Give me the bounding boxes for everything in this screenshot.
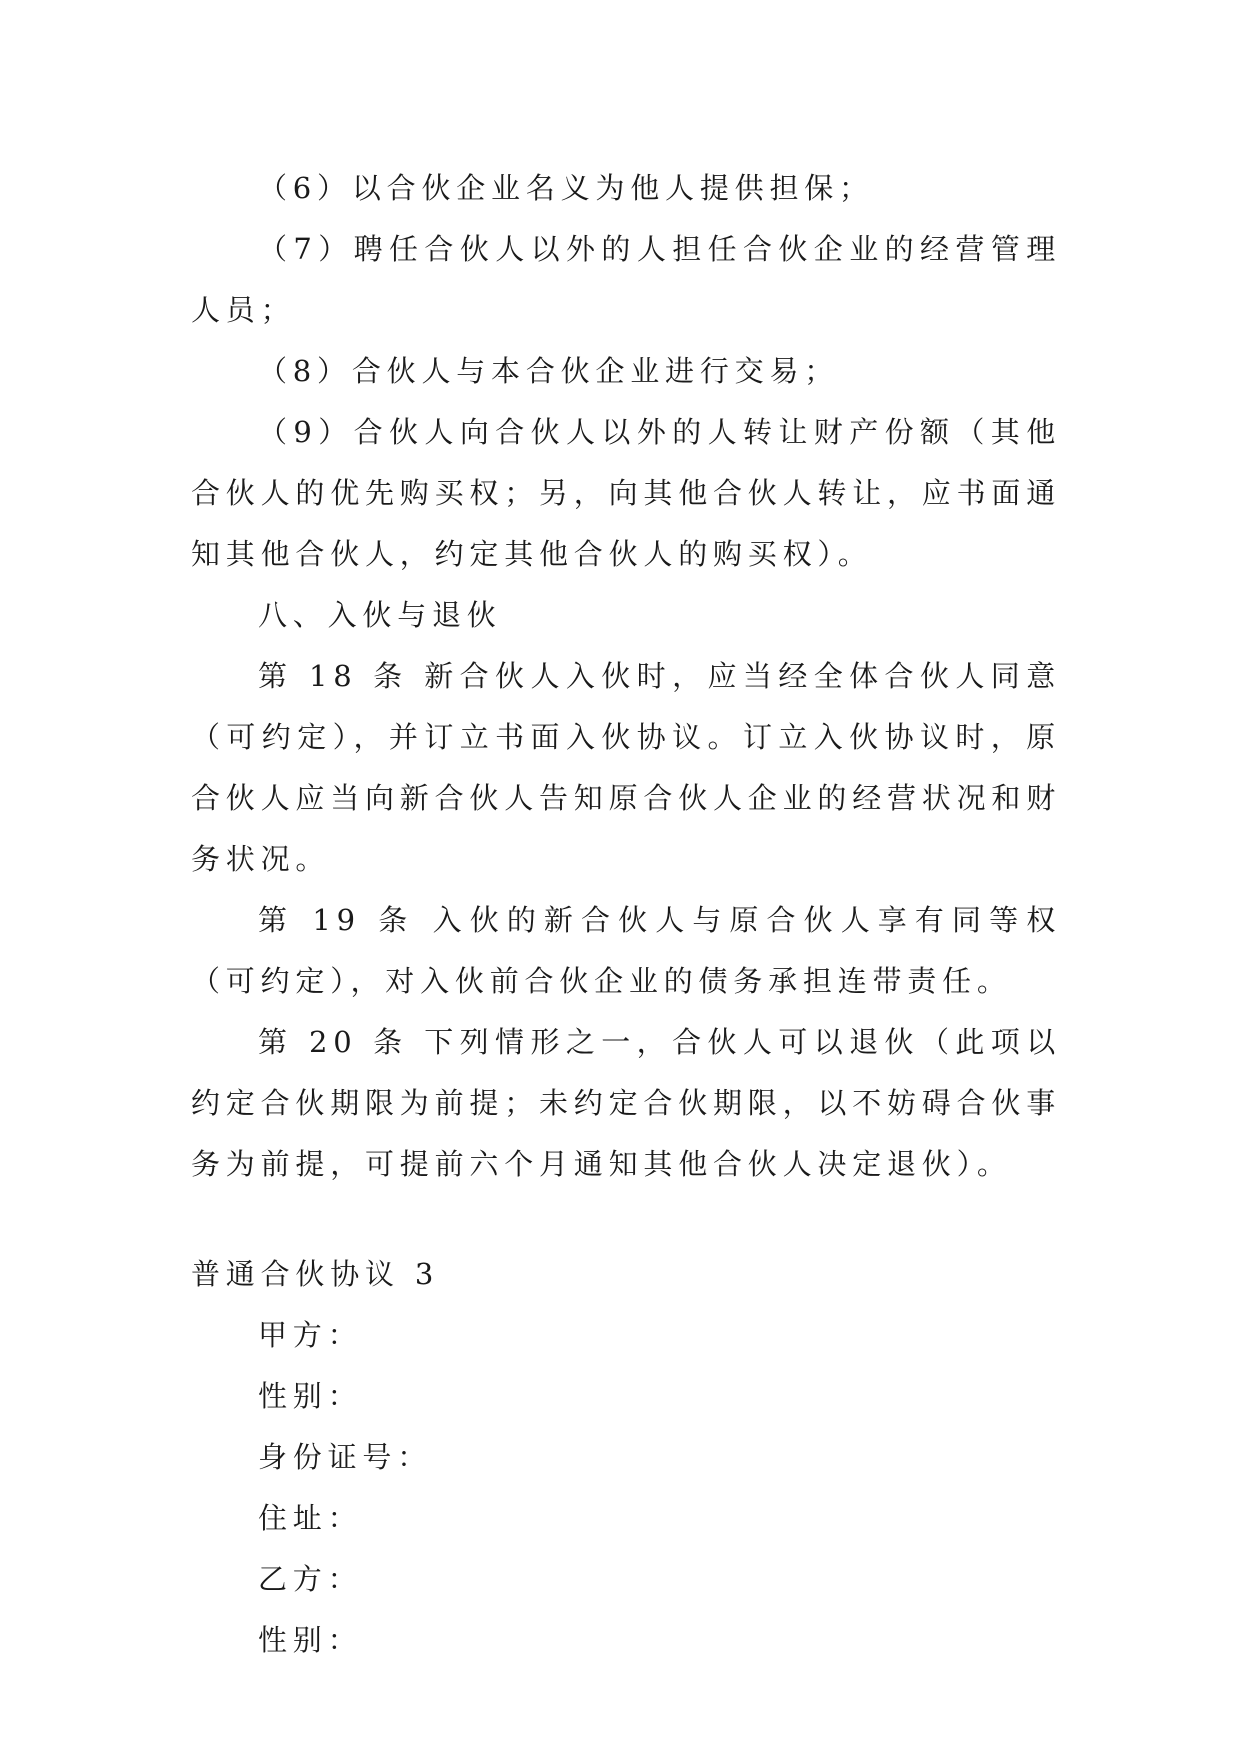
field-gender-a: 性别： [258, 1379, 363, 1413]
article-19: 第 19 条 入伙的新合伙人与原合伙人享有同等权（可约定），对入伙前合伙企业的债务承担连带责任。 [191, 903, 1061, 998]
article-20: 第 20 条 下列情形之一，合伙人可以退伙（此项以约定合伙期限为前提；未约定合伙期限，以不妨碍合伙事务为前提，可提前六个月通知其他合伙人决定退伙）。 [191, 1025, 1062, 1181]
section-heading-joining-and-withdrawal: 八、入伙与退伙 [258, 598, 502, 632]
field-id-number: 身份证号： [258, 1440, 433, 1474]
field-party-a: 甲方： [258, 1318, 363, 1352]
field-address: 住址： [258, 1501, 363, 1535]
field-gender-b: 性别： [258, 1623, 363, 1657]
agreement-title: 普通合伙协议 3 [191, 1257, 440, 1291]
clause-7: （7）聘任合伙人以外的人担任合伙企业的经营管理人员； [191, 232, 1061, 327]
section-gap [191, 1195, 1061, 1244]
clause-6: （6）以合伙企业名义为他人提供担保； [258, 171, 874, 205]
document-body [191, 158, 1061, 1671]
field-party-b: 乙方： [258, 1562, 363, 1596]
clause-9: （9）合伙人向合伙人以外的人转让财产份额（其他合伙人的优先购买权；另，向其他合伙人转让，应书面通知其他合伙人，约定其他合伙人的购买权）。 [191, 415, 1062, 571]
clause-8: （8）合伙人与本合伙企业进行交易； [258, 354, 840, 388]
article-18: 第 18 条 新合伙人入伙时，应当经全体合伙人同意（可约定），并订立书面入伙协议。订立入伙协议时，原合伙人应当向新合伙人告知原合伙人企业的经营状况和财务状况。 [191, 659, 1062, 876]
